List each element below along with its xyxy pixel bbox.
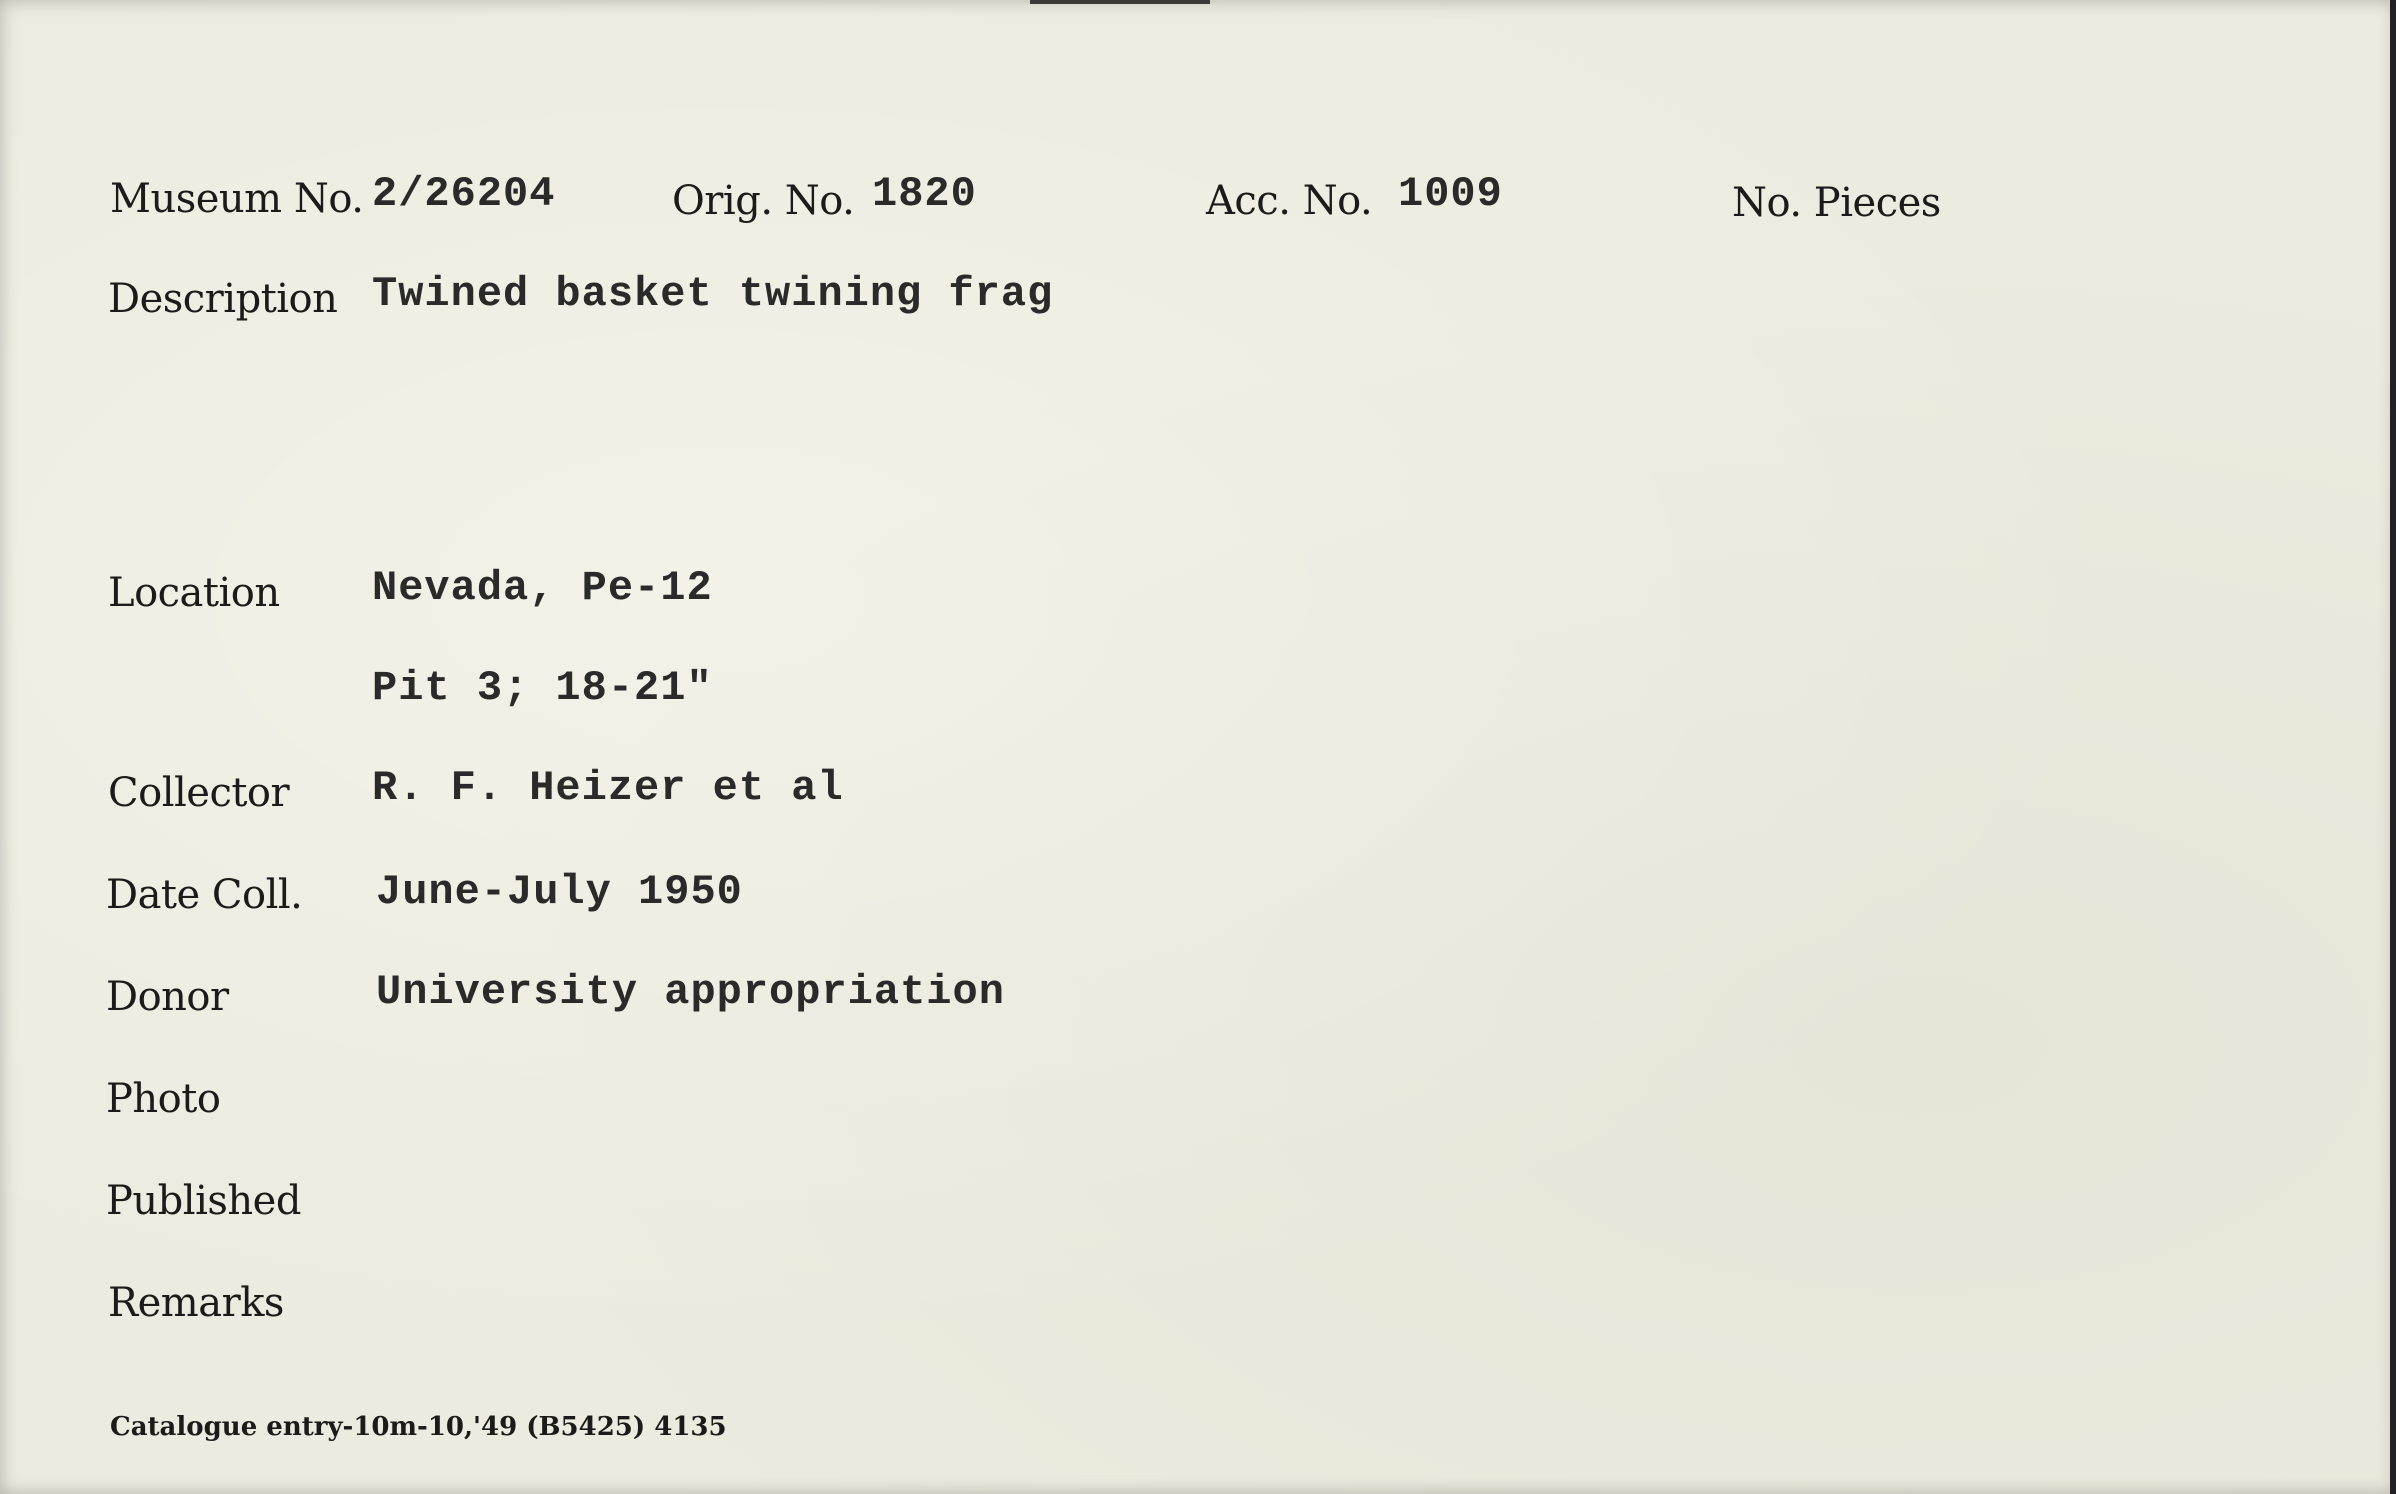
catalogue-footer: Catalogue entry-10m-10,'49 (B5425) 4135 xyxy=(110,1412,727,1442)
remarks-label: Remarks xyxy=(108,1280,284,1326)
description-label: Description xyxy=(108,276,338,322)
date-coll-value: June-July 1950 xyxy=(376,868,743,916)
acc-no-value: 1009 xyxy=(1398,170,1503,218)
museum-no-label: Museum No. xyxy=(110,176,364,222)
acc-no-label: Acc. No. xyxy=(1206,178,1373,224)
right-edge-shadow xyxy=(2390,0,2396,1494)
orig-no-value: 1820 xyxy=(872,170,977,218)
description-value: Twined basket twining frag xyxy=(372,270,1054,318)
top-edge-mark xyxy=(1030,0,1210,4)
location-label: Location xyxy=(108,570,280,616)
donor-value: University appropriation xyxy=(376,968,1005,1016)
no-pieces-label: No. Pieces xyxy=(1732,180,1941,226)
collector-value: R. F. Heizer et al xyxy=(372,764,844,812)
photo-label: Photo xyxy=(106,1076,221,1122)
date-coll-label: Date Coll. xyxy=(106,872,303,918)
location-line-2: Pit 3; 18-21" xyxy=(372,664,713,712)
orig-no-label: Orig. No. xyxy=(672,178,855,224)
museum-no-value: 2/26204 xyxy=(372,170,556,218)
location-line-1: Nevada, Pe-12 xyxy=(372,564,713,612)
donor-label: Donor xyxy=(106,974,229,1020)
collector-label: Collector xyxy=(108,770,290,816)
published-label: Published xyxy=(106,1178,301,1224)
